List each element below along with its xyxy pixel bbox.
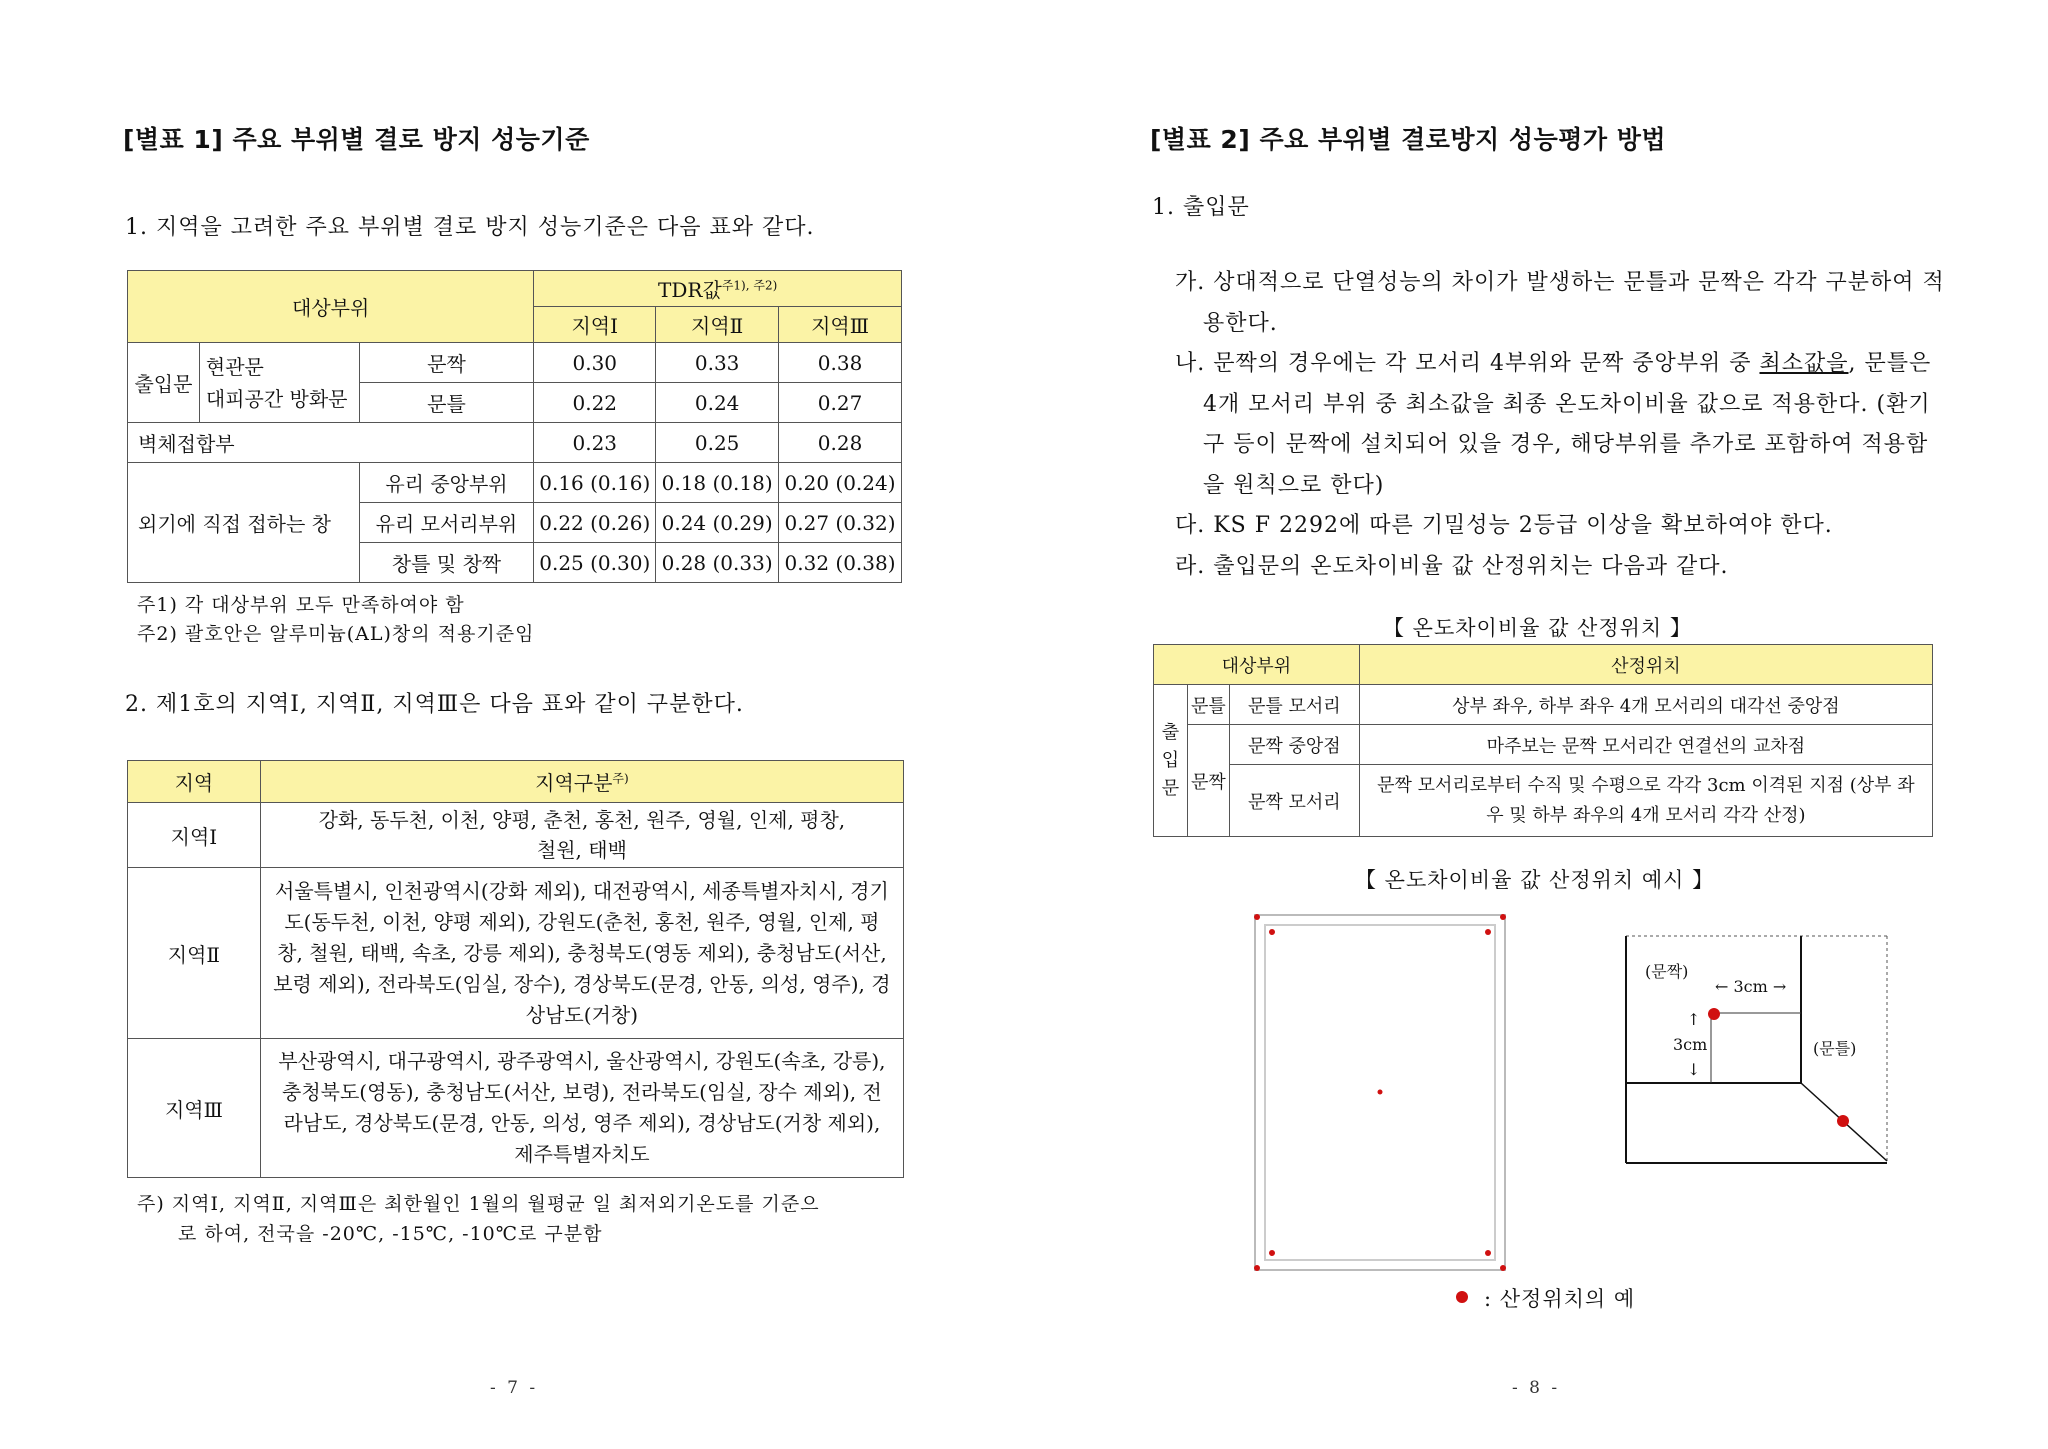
window-row-label: 유리 모서리부위: [359, 503, 534, 543]
marker-dot: [1485, 929, 1491, 935]
table-cell: 0.25: [656, 423, 779, 463]
header-target: 대상부위: [128, 271, 534, 343]
region-label: 지역Ⅲ: [128, 1039, 261, 1178]
region-label: 지역Ⅰ: [128, 803, 261, 868]
header-class: [260, 761, 903, 803]
legend-marker: [1456, 1291, 1468, 1303]
marker-dot: [1500, 914, 1506, 920]
door-diagram: [1250, 910, 1510, 1275]
note-2: 주2) 괄호안은 알루미늄(AL)창의 적용기준임: [137, 623, 535, 645]
item-da: 다. KS F 2292에 따른 기밀성능 2등급 이상을 확보하여야 한다.: [1175, 513, 1833, 538]
table-cell: 0.38: [779, 343, 902, 383]
region-label: 지역Ⅱ: [128, 868, 261, 1039]
down-arrow: ↓: [1687, 1060, 1701, 1079]
page-number: - 8 -: [1512, 1378, 1561, 1398]
note-3a: 주) 지역Ⅰ, 지역Ⅱ, 지역Ⅲ은 최한월인 1월의 월평균 일 최저외기온도를 기준으: [137, 1193, 820, 1215]
frame-label: (문틀): [1813, 1039, 1857, 1058]
marker-dot: [1500, 1265, 1506, 1271]
header-class-label: 지역구분: [535, 771, 613, 795]
door-types: [199, 343, 359, 423]
page-title: [별표 2] 주요 부위별 결로방지 성능평가 방법: [1150, 125, 1667, 154]
section-heading: 1. 출입문: [1152, 195, 1250, 220]
door-group-label: 출 입 문: [1154, 685, 1188, 837]
item-ga: 가. 상대적으로 단열성능의 차이가 발생하는 문틀과 문짝은 각각 구분하여 적용한다.: [1175, 270, 1945, 336]
table-cell: 0.28 (0.33): [656, 543, 779, 583]
header-tdr: [534, 271, 902, 307]
item-list: [1175, 263, 1945, 587]
part-label: 문틀 모서리: [1229, 685, 1359, 725]
position-text: 상부 좌우, 하부 좌우 4개 모서리의 대각선 중앙점: [1359, 685, 1932, 725]
caption-example: 【 온도차이비율 값 산정위치 예시 】: [1355, 868, 1715, 892]
vertical-dimension: 3cm: [1673, 1035, 1708, 1054]
position-table: [1153, 644, 1933, 837]
header-region-1: 지역Ⅰ: [534, 307, 656, 343]
item-na-pre: 나. 문짝의 경우에는 각 모서리 4부위와 문짝 중앙부위 중: [1175, 351, 1760, 376]
leaf-label: 문짝: [1187, 725, 1229, 837]
header-region: 지역: [128, 761, 261, 803]
table-cell: 0.23: [534, 423, 656, 463]
marker-dot: [1254, 914, 1260, 920]
marker-dot: [1837, 1115, 1849, 1127]
table-cell: 0.33: [656, 343, 779, 383]
region-text: 강화, 동두천, 이천, 양평, 춘천, 홍천, 원주, 영월, 인제, 평창, 철원, 태백: [260, 803, 903, 868]
header-tdr-label: TDR값: [658, 278, 722, 302]
page-number: - 7 -: [490, 1378, 539, 1398]
table-cell: 0.16 (0.16): [534, 463, 656, 503]
note-3b: 로 하여, 전국을 -20℃, -15℃, -10℃로 구분함: [178, 1223, 603, 1245]
header-position: 산정위치: [1359, 645, 1932, 685]
table-cell: 0.20 (0.24): [779, 463, 902, 503]
table-cell: 0.32 (0.38): [779, 543, 902, 583]
header-target: 대상부위: [1154, 645, 1360, 685]
table-cell: 0.22 (0.26): [534, 503, 656, 543]
door-leaf-label: 문짝: [359, 343, 534, 383]
paragraph-1: 1. 지역을 고려한 주요 부위별 결로 방지 성능기준은 다음 표와 같다.: [125, 215, 815, 240]
region-table: [127, 760, 904, 1178]
header-class-sup: 주): [612, 771, 629, 786]
region-text: 부산광역시, 대구광역시, 광주광역시, 울산광역시, 강원도(속초, 강릉), 충청북도(영동), 충청남도(서산, 보령), 전라북도(임실, 장수 제외), 전라남도, 경상북도(문경, 안동, 의성, 영주 제외), 경상남도(거창 제외), 제주특별자치도: [260, 1039, 903, 1178]
wall-label: 벽체접합부: [128, 423, 534, 463]
leaf-label: (문짝): [1645, 962, 1689, 981]
legend-text: : 산정위치의 예: [1484, 1287, 1636, 1311]
horizontal-dimension: ← 3cm →: [1715, 977, 1787, 996]
marker-dot: [1269, 1250, 1275, 1256]
item-ra: 라. 출입문의 온도차이비율 값 산정위치는 다음과 같다.: [1175, 553, 1729, 579]
header-tdr-sup: 주1), 주2): [721, 278, 778, 293]
table-cell: 0.24: [656, 383, 779, 423]
marker-dot: [1485, 1250, 1491, 1256]
item-na: [1175, 344, 1945, 506]
part-label: 문짝 모서리: [1229, 765, 1359, 837]
header-region-3: 지역Ⅲ: [779, 307, 902, 343]
tdr-standard-table: [127, 270, 902, 583]
table-cell: 0.27 (0.32): [779, 503, 902, 543]
marker-dot: [1269, 929, 1275, 935]
window-row-label: 유리 중앙부위: [359, 463, 534, 503]
item-na-post: , 문틀은 4개 모서리 부위 중 최소값을 최종 온도차이비율 값으로 적용한다. (환기구 등이 문짝에 설치되어 있을 경우, 해당부위를 추가로 포함하여 적용함을 원칙으로 한다): [1203, 351, 1932, 498]
caption-positions: 【 온도차이비율 값 산정위치 】: [1383, 616, 1692, 640]
door-frame-label: 문틀: [359, 383, 534, 423]
paragraph-2: 2. 제1호의 지역Ⅰ, 지역Ⅱ, 지역Ⅲ은 다음 표와 같이 구분한다.: [125, 692, 744, 717]
table-cell: 0.27: [779, 383, 902, 423]
table-cell: 0.22: [534, 383, 656, 423]
window-row-label: 창틀 및 창짝: [359, 543, 534, 583]
frame-label: 문틀: [1187, 685, 1229, 725]
table-cell: 0.30: [534, 343, 656, 383]
up-arrow: ↑: [1687, 1010, 1701, 1029]
corner-detail-diagram: [1625, 935, 1890, 1165]
position-text: 문짝 모서리로부터 수직 및 수평으로 각각 3cm 이격된 지점 (상부 좌우 및 하부 좌우의 4개 모서리 각각 산정): [1359, 765, 1932, 837]
page-title: [별표 1] 주요 부위별 결로 방지 성능기준: [123, 125, 590, 154]
note-1: 주1) 각 대상부위 모두 만족하여야 함: [137, 594, 465, 616]
part-label: 문짝 중앙점: [1229, 725, 1359, 765]
marker-dot: [1378, 1090, 1383, 1095]
marker-dot: [1254, 1265, 1260, 1271]
door-group-label: 출입문: [128, 343, 200, 423]
table-cell: 0.28: [779, 423, 902, 463]
header-region-2: 지역Ⅱ: [656, 307, 779, 343]
position-text: 마주보는 문짝 모서리간 연결선의 교차점: [1359, 725, 1932, 765]
marker-dot: [1708, 1008, 1720, 1020]
table-cell: 0.18 (0.18): [656, 463, 779, 503]
door-type-2: 대피공간 방화문: [205, 386, 348, 411]
region-text: 서울특별시, 인천광역시(강화 제외), 대전광역시, 세종특별자치시, 경기도(동두천, 이천, 양평 제외), 강원도(춘천, 홍천, 원주, 영월, 인제, 평창, 철원, 태백, 속초, 강릉 제외), 충청북도(영동 제외), 충청남도(서산, 보령 제외), 전라북도(임실, 장수), 경상북도(문경, 안동, 의성, 영주), 경상남도(거창): [260, 868, 903, 1039]
table-cell: 0.24 (0.29): [656, 503, 779, 543]
door-type-1: 현관문: [205, 354, 264, 379]
item-na-underlined: 최소값을: [1759, 351, 1849, 376]
window-group-label: 외기에 직접 접하는 창: [128, 463, 360, 583]
table-cell: 0.25 (0.30): [534, 543, 656, 583]
